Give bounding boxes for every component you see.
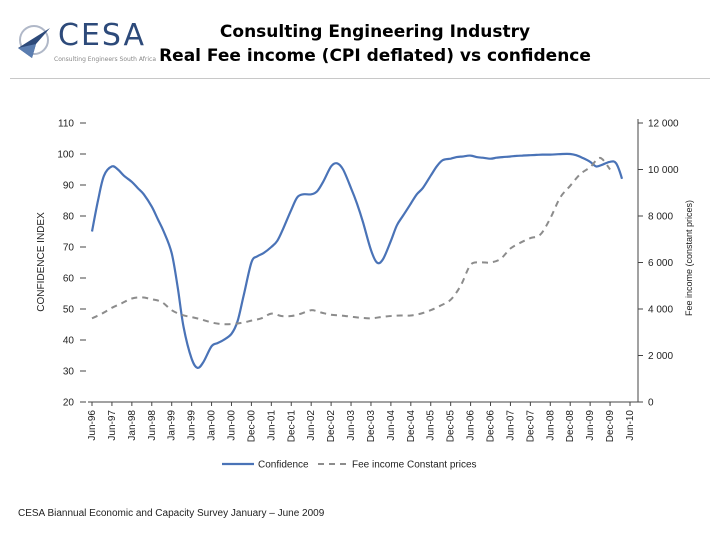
- y-tick-label: 30: [62, 366, 74, 378]
- x-tick-label: Dec-04: [405, 410, 417, 443]
- y2-tick-label: 2 000: [648, 351, 674, 362]
- x-tick-label: Dec-06: [485, 410, 497, 443]
- logo-text: CESA: [58, 18, 147, 53]
- footer-text: CESA Biannual Economic and Capacity Survey January – June 2009: [18, 508, 325, 519]
- x-tick-label: Jun-00: [226, 410, 238, 441]
- y-tick-label: 20: [62, 397, 74, 409]
- x-tick-label: Dec-01: [286, 410, 298, 443]
- x-tick-label: Dec-05: [445, 410, 457, 443]
- y2-tick-label: 10 000: [648, 165, 679, 176]
- y2-tick-label: 4 000: [648, 304, 674, 316]
- y2-tick-label: 6 000: [648, 258, 674, 269]
- y-tick-label: 80: [62, 211, 74, 223]
- x-tick-label: Jun-03: [346, 410, 358, 441]
- x-tick-label: Jun-99: [186, 410, 198, 441]
- title-line-2: Real Fee income (CPI deflated) vs confidence: [159, 46, 591, 66]
- x-tick-label: Jun-05: [425, 410, 437, 441]
- x-tick-label: Jun-09: [585, 410, 597, 441]
- x-tick-label: Jun-08: [545, 410, 557, 441]
- x-tick-label: Jun-97: [106, 410, 118, 441]
- logo-tagline: Consulting Engineers South Africa: [54, 56, 157, 63]
- y-tick-label: 50: [62, 304, 74, 316]
- series-line-confidence: [92, 154, 622, 368]
- x-tick-label: Dec-07: [525, 410, 537, 443]
- x-tick-label: Jun-04: [385, 410, 397, 441]
- x-tick-label: Jan-00: [206, 410, 218, 441]
- legend-label-confidence: Confidence: [258, 459, 309, 471]
- title-line-1: Consulting Engineering Industry: [219, 22, 531, 42]
- x-tick-label: Jun-06: [465, 410, 477, 441]
- x-tick-label: Dec-02: [326, 410, 338, 443]
- x-tick-label: Dec-09: [605, 410, 617, 443]
- series-line-fee-income: [92, 158, 610, 324]
- x-tick-label: Dec-03: [365, 410, 377, 443]
- x-tick-label: Dec-08: [565, 410, 577, 443]
- y2-tick-label: 12 000: [648, 118, 679, 130]
- y-tick-label: 100: [57, 149, 74, 161]
- x-tick-label: Jun-98: [146, 410, 158, 441]
- legend-label-fee-income: Fee income Constant prices: [352, 459, 477, 471]
- y-tick-label: 70: [62, 242, 74, 254]
- y2-tick-label: 0: [648, 397, 654, 409]
- y-tick-label: 90: [62, 180, 74, 192]
- y2-tick-label: 8 000: [648, 211, 674, 223]
- y-tick-label: 110: [58, 118, 74, 130]
- y-tick-label: 40: [62, 335, 74, 347]
- x-tick-label: Dec-00: [246, 410, 258, 443]
- x-tick-label: Jan-99: [166, 410, 178, 441]
- x-tick-label: Jun-07: [505, 410, 517, 441]
- x-tick-label: Jun-96: [87, 410, 98, 441]
- x-tick-label: Jun-02: [306, 410, 318, 441]
- x-tick-label: Jan-98: [126, 410, 138, 441]
- y-axis-title: CONFIDENCE INDEX: [36, 212, 47, 312]
- y2-axis-title: Fee income (constant prices): [684, 199, 694, 317]
- x-tick-label: Jun-01: [266, 410, 278, 441]
- y-tick-label: 60: [62, 273, 74, 285]
- x-tick-label: Jun-10: [625, 410, 636, 441]
